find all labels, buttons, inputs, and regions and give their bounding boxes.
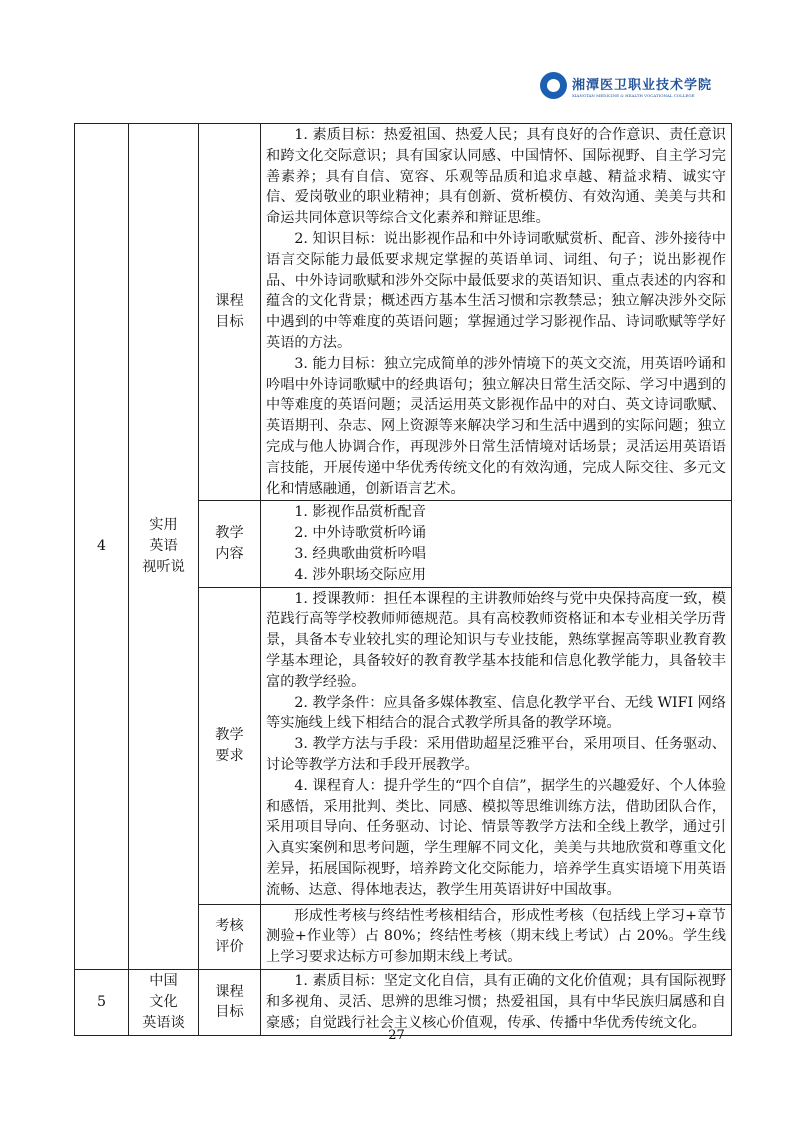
requirements-label: 教学 要求 xyxy=(199,587,261,904)
objectives-label: 课程 目标 xyxy=(199,969,261,1035)
table-row xyxy=(75,124,732,501)
page-number: 27 xyxy=(388,1028,405,1043)
logo-cn: 湘潭医卫职业技术学院 xyxy=(572,77,713,93)
logo-en: XIANGTAN MEDICINE & HEALTH VOCATIONAL COLLEGE xyxy=(572,92,695,98)
row-number: 5 xyxy=(75,969,129,1035)
college-logo xyxy=(540,72,712,99)
row-number: 4 xyxy=(75,124,129,970)
objectives-text: 1. 素质目标：坚定文化自信，具有正确的文化价值观；具有国际视野和多视角、灵活、思辨的思维习惯；热爱祖国，具有中华民族归属感和自豪感；自觉践行社会主义核心价值观，传承、传播中华优秀传统文化。 xyxy=(261,969,732,1035)
curriculum-table xyxy=(74,123,732,1036)
college-seal-icon xyxy=(540,72,567,99)
assessment-label: 考核 评价 xyxy=(199,904,261,969)
course-name: 实用 英语 视听说 xyxy=(129,124,199,970)
table-row xyxy=(75,969,732,1035)
objectives-text: 1. 素质目标：热爱祖国、热爱人民；具有良好的合作意识、责任意识和跨文化交际意识；具有国家认同感、中国情怀、国际视野、自主学习完善素养；具有自信、宽容、乐观等品质和追求卓越、精益求精、诚实守信、爱岗敬业的职业精神；具有创新、赏析模仿、有效沟通、美美与共和命运共同体意识等综合文化素养和辩证思维。 2. 知识目标：说出影视作品和中外诗词歌赋赏析、配音、涉外接待中语言交际能力最低要求规定掌握的英语单词、词组、句子；说出影视作品、中外诗词歌赋和涉外交际中最低要求的英语知识、重点表述的内容和蕴含的文化背景；概述西方基本生活习惯和宗教禁忌；独立解决涉外交际中遇到的中等难度的英语问题；掌握通过学习影视作品、诗词歌赋等学好英语的方法。 3. 能力目标：独立完成简单的涉外情境下的英文交流，用英语吟诵和吟唱中外诗词歌赋中的经典语句；独立解决日常生活交际、学习中遇到的中等难度的英语问题；灵活运用英文影视作品中的对白、英文诗词歌赋、英语期刊、杂志、网上资源等来解决学习和生活中遇到的实际问题；独立完成与他人协调合作，再现涉外日常生活情境对话场景；灵活运用英语语言技能，开展传递中华优秀传统文化的有效沟通，完成人际交往、多元文化和情感融通，创新语言艺术。 xyxy=(261,124,732,501)
course-name: 中国 文化 英语谈 xyxy=(129,969,199,1035)
content-label: 教学 内容 xyxy=(199,501,261,587)
objectives-label: 课程 目标 xyxy=(199,124,261,501)
requirements-text: 1. 授课教师：担任本课程的主讲教师始终与党中央保持高度一致，模范践行高等学校教师师德规范。具有高校教师资格证和本专业相关学历背景，具备本专业较扎实的理论知识与专业技能，熟练掌握高等职业教育教学基本理论，具备较好的教育教学基本技能和信息化教学能力，具备较丰富的教学经验。 2. 教学条件：应具备多媒体教室、信息化教学平台、无线 WIFI 网络等实施线上线下相结合的混合式教学所具备的教学环境。 3. 教学方法与手段：采用借助超星泛雅平台，采用项目、任务驱动、讨论等教学方法和手段开展教学。 4. 课程育人：提升学生的“四个自信”，据学生的兴趣爱好、个人体验和感悟，采用批判、类比、同感、模拟等思维训练方法，借助团队合作，采用项目导向、任务驱动、讨论、情景等教学方法和全线上教学，通过引入真实案例和思考问题，学生理解不同文化，美美与共地欣赏和尊重文化差异，拓展国际视野，培养跨文化交际能力，培养学生真实语境下用英语流畅、达意、得体地表达，教学生用英语讲好中国故事。 xyxy=(261,587,732,904)
assessment-text: 形成性考核与终结性考核相结合，形成性考核（包括线上学习+章节测验+作业等）占 80%；终结性考核（期末线上考试）占 20%。学生线上学习要求达标方可参加期末线上考试。 xyxy=(261,904,732,969)
content-list: 1. 影视作品赏析配音 2. 中外诗歌赏析吟诵 3. 经典歌曲赏析吟唱 4. 涉外职场交际应用 xyxy=(261,501,732,587)
